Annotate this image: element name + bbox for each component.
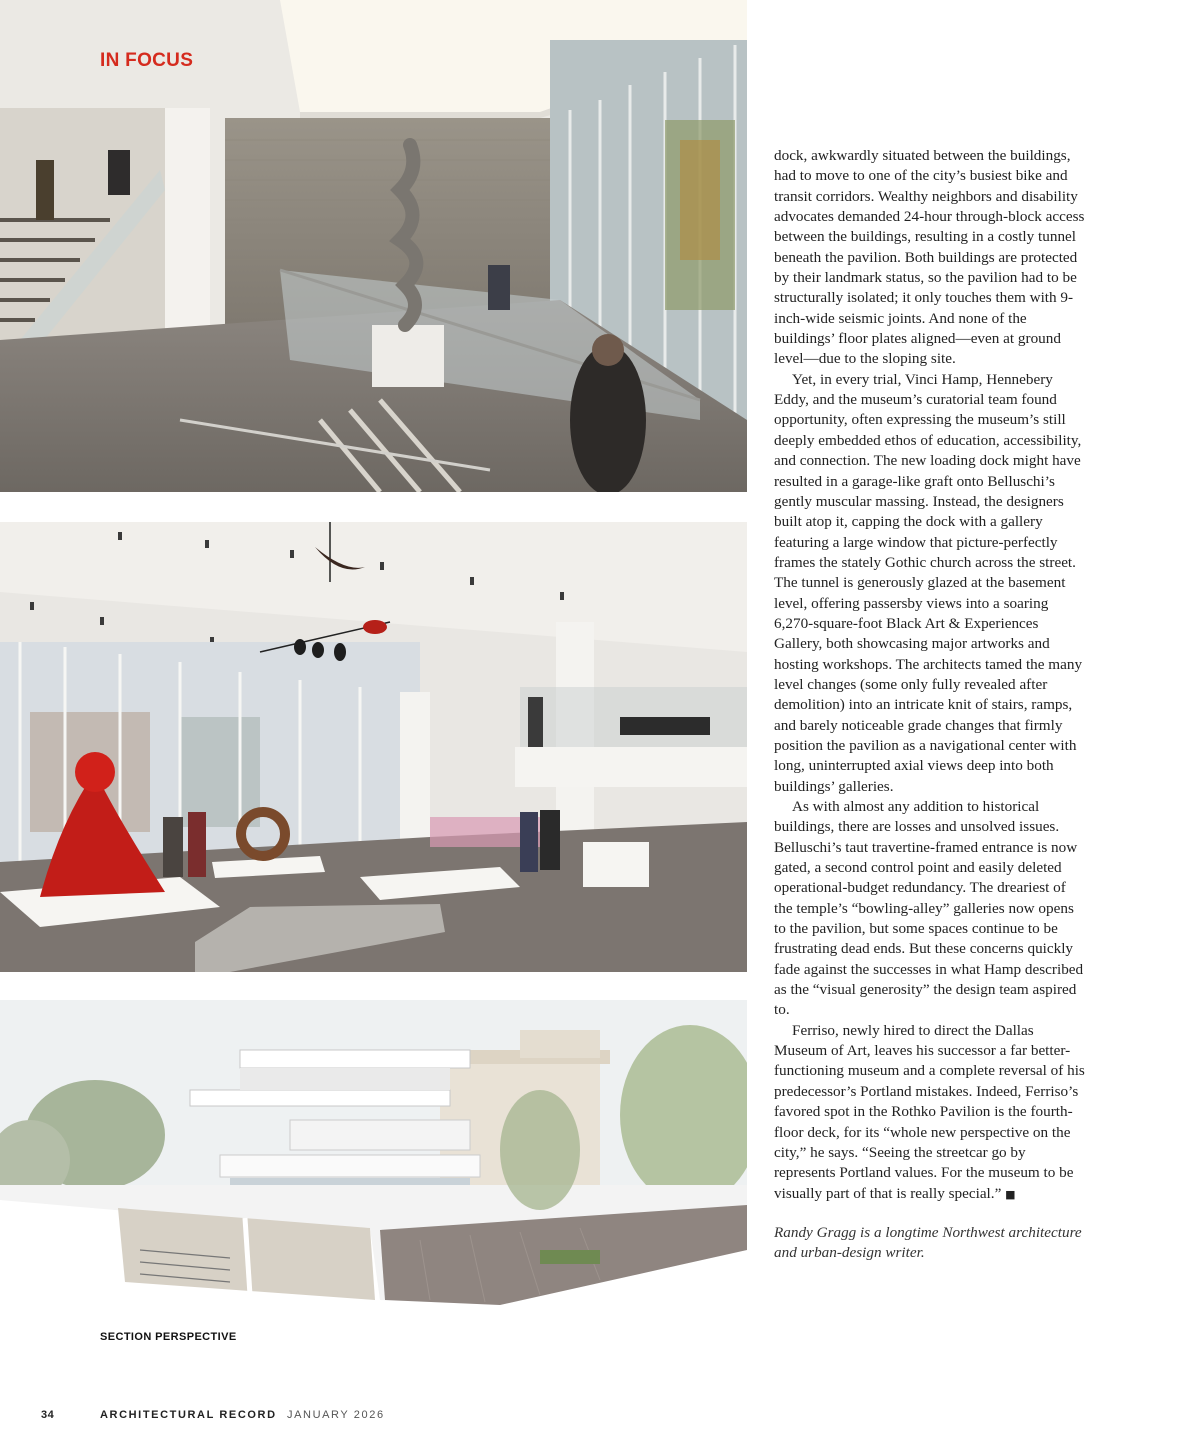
figure-caption: SECTION PERSPECTIVE [100, 1331, 237, 1343]
page-footer [41, 1409, 385, 1421]
author-bio: Randy Gragg is a longtime Northwest architecture and urban-design writer. [774, 1223, 1082, 1262]
atrium-photo [0, 0, 747, 492]
magazine-name: ARCHITECTURAL RECORD [100, 1409, 277, 1421]
article-body [774, 146, 1085, 1264]
article-paragraph: As with almost any addition to historical buildings, there are losses and unsolved issues. Belluschi’s taut travertine-framed entrance is now gated, a second control point and easily deleted operational-budget redundancy. The dreariest of the temple’s “bowling-alley” galleries now opens to the pavilion, but some spaces continue to be frustrating dead ends. But these concerns quickly fade against the successes in what Hamp described as the “visual generosity” the design team aspired to. [774, 798, 1084, 1019]
article-paragraph [774, 1021, 1085, 1205]
section-kicker: IN FOCUS [100, 50, 194, 71]
article-paragraph: Yet, in every trial, Vinci Hamp, Hennebery Eddy, and the museum’s curatorial team found opportunity, often expressing the museum’s still deeply embedded ethos of education, accessibility, and connection. The new loading dock might have resulted in a garage-like graft onto Belluschi’s gently muscular massing. Instead, the designers built atop it, capping the dock with a gallery featuring a large window that picture-perfectly frames the stately Gothic church across the street. The tunnel is generously glazed at the basement level, offering passersby views into a soaring 6,270-square-foot Black Art & Experiences Gallery, both showcasing major artworks and hosting workshops. The architects tamed the many level changes (some only fully revealed after demolition) into an intricate knit of stairs, ramps, and barely noticeable grade changes that firmly position the pavilion as a navigational center with long, uninterrupted axial views deep into both buildings’ galleries. [774, 370, 1083, 795]
gallery-photo [0, 522, 747, 972]
article-paragraph: dock, awkwardly situated between the buildings, had to move to one of the city’s busiest bike and transit corridors. Wealthy neighbors and disability advocates demanded 24-hour through-block access between the buildings, resulting in a costly tunnel beneath the pavilion. Both buildings are protected by their landmark status, so the pavilion had to be structurally isolated; it only touches them with 9-inch-wide seismic joints. And none of the buildings’ floor plates aligned—even at ground level—due to the sloping site. [774, 147, 1085, 368]
issue-date: JANUARY 2026 [287, 1409, 385, 1421]
article-paragraph-text: Ferriso, newly hired to direct the Dallas Museum of Art, leaves his successor a far better-functioning museum and a complete reversal of his predecessor’s Portland mistakes. Indeed, Ferriso’s favored spot in the Rothko Pavilion is the fourth-floor deck, for its “whole new perspective on the city,” he says. “Seeing the streetcar go by represents Portland values. For the museum to be visually part of that is really special.” [774, 1021, 1085, 1202]
end-mark-icon: ■ [1005, 1187, 1016, 1201]
section-perspective-image [0, 1000, 747, 1328]
page-number: 34 [41, 1409, 55, 1421]
